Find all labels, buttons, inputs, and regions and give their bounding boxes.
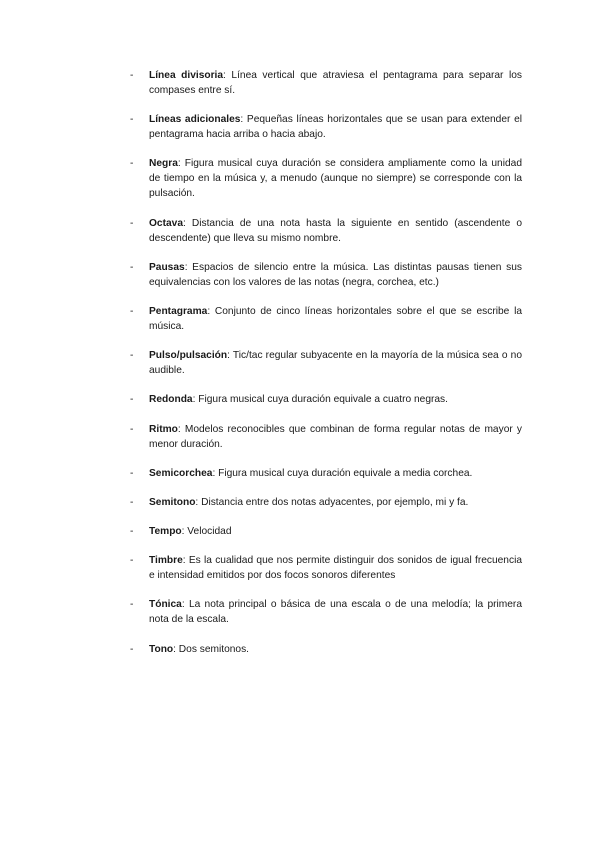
glossary-term: Octava xyxy=(149,217,183,229)
bullet-dash: - xyxy=(130,114,134,126)
bullet-dash: - xyxy=(130,643,134,655)
bullet-dash: - xyxy=(130,496,134,508)
glossary-entry-linea-divisoria xyxy=(130,68,522,98)
glossary-definition: : Conjunto de cinco líneas horizontales sobre el que se escribe la música. xyxy=(149,305,522,332)
bullet-dash: - xyxy=(130,261,134,273)
glossary-entry-semicorchea xyxy=(130,466,522,481)
glossary-term: Línea divisoria xyxy=(149,70,224,81)
glossary-entry-pulso xyxy=(130,348,522,378)
bullet-dash: - xyxy=(130,526,134,538)
glossary-term: Líneas adicionales xyxy=(149,114,241,126)
glossary-term: Tónica xyxy=(149,599,182,611)
glossary-definition: : Espacios de silencio entre la música. Las distintas pausas tienen sus equivalencias con los valores de las notas (negra, corchea, etc.) xyxy=(149,261,522,288)
glossary-term: Tono xyxy=(149,643,174,655)
glossary-term: Pausas xyxy=(149,261,185,273)
glossary-entry-tempo xyxy=(130,524,522,539)
glossary-entry-semitono xyxy=(130,495,522,510)
glossary-definition: : Figura musical cuya duración equivale a cuatro negras. xyxy=(192,394,448,406)
glossary-term: Tempo xyxy=(149,526,182,538)
glossary-entry-pausas xyxy=(130,260,522,290)
glossary-term: Pulso/pulsación xyxy=(149,350,228,362)
glossary-entry-timbre xyxy=(130,553,522,583)
glossary-entry-pentagrama xyxy=(130,304,522,334)
bullet-dash: - xyxy=(130,217,134,229)
bullet-dash: - xyxy=(130,305,134,317)
glossary-entry-tono xyxy=(130,642,522,657)
glossary-term: Pentagrama xyxy=(149,305,208,317)
glossary-definition: : Figura musical cuya duración se considera ampliamente como la unidad de tiempo en la música y, a menudo (aunque no siempre) se corresponde con la pulsación. xyxy=(149,158,522,200)
glossary-entry-tonica xyxy=(130,597,522,627)
bullet-dash: - xyxy=(130,467,134,479)
glossary-definition: : La nota principal o básica de una escala o de una melodía; la primera nota de la escala. xyxy=(149,599,522,626)
glossary-definition: : Dos semitonos. xyxy=(173,643,250,655)
glossary-definition: : Tic/tac regular subyacente en la mayoría de la música sea o no audible. xyxy=(149,350,522,377)
glossary-term: Timbre xyxy=(149,555,183,567)
bullet-dash: - xyxy=(130,599,134,611)
bullet-dash: - xyxy=(130,350,134,362)
glossary-definition: : Figura musical cuya duración equivale a media corchea. xyxy=(212,467,473,479)
glossary-entry-octava xyxy=(130,216,522,246)
bullet-dash: - xyxy=(130,158,134,170)
bullet-dash: - xyxy=(130,70,134,81)
bullet-dash: - xyxy=(130,394,134,406)
bullet-dash: - xyxy=(130,423,134,435)
glossary-term: Semicorchea xyxy=(149,467,213,479)
glossary-definition: : Distancia entre dos notas adyacentes, por ejemplo, mi y fa. xyxy=(195,496,469,508)
glossary-term: Semitono xyxy=(149,496,196,508)
glossary-list xyxy=(130,68,522,671)
glossary-term: Ritmo xyxy=(149,423,178,435)
glossary-entry-lineas-adicionales xyxy=(130,112,522,142)
glossary-definition: : Pequeñas líneas horizontales que se usan para extender el pentagrama hacia arriba o hacia abajo. xyxy=(149,114,522,141)
glossary-definition: : Distancia de una nota hasta la siguiente en sentido (ascendente o descendente) que lleva su mismo nombre. xyxy=(149,217,522,244)
glossary-entry-ritmo xyxy=(130,422,522,452)
glossary-definition: : Es la cualidad que nos permite distinguir dos sonidos de igual frecuencia e intensidad emitidos por dos focos sonoros diferentes xyxy=(149,555,522,582)
glossary-entry-negra xyxy=(130,156,522,201)
glossary-term: Redonda xyxy=(149,394,193,406)
bullet-dash: - xyxy=(130,555,134,567)
glossary-definition: : Velocidad xyxy=(181,526,232,538)
glossary-entry-redonda xyxy=(130,392,522,407)
glossary-term: Negra xyxy=(149,158,178,170)
glossary-definition: : Línea vertical que atraviesa el pentagrama para separar los compases entre sí. xyxy=(149,70,523,96)
glossary-definition: : Modelos reconocibles que combinan de forma regular notas de mayor y menor duración. xyxy=(149,423,522,450)
